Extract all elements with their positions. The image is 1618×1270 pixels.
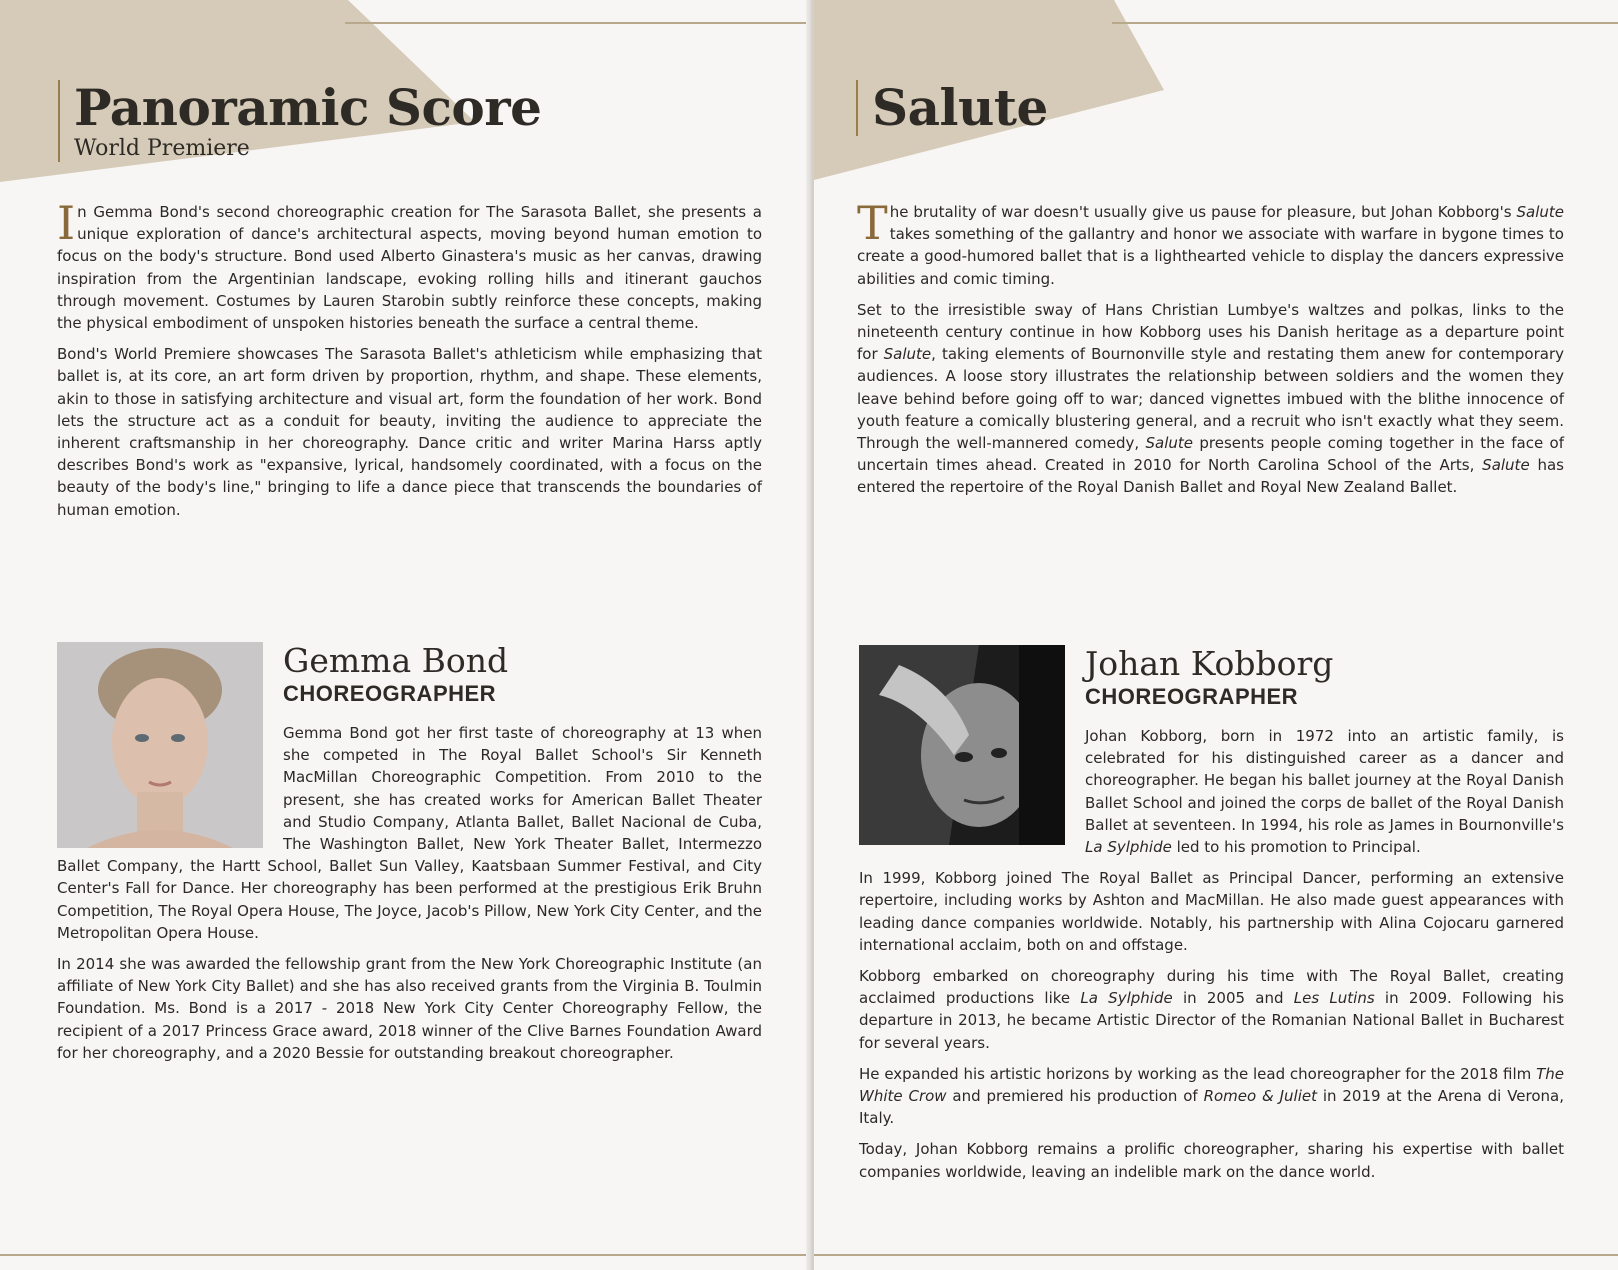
bio-paragraph-5-right: Today, Johan Kobborg remains a prolific choreographer, sharing his expertise with ballet companies worldwide, leaving an indelible mark on the dance world. [859, 1140, 1564, 1181]
page-subtitle: World Premiere [74, 136, 250, 161]
bio-paragraph-3-right: Kobborg embarked on choreography during his time with The Royal Ballet, creating acclaimed productions like La Sylphide in 2005 and Les Lutins in 2009. Following his departure in 2013, he became Artistic Director of the Romanian National Ballet in Bucharest for several years. [859, 967, 1564, 1052]
bio-name-right: Johan Kobborg [1085, 644, 1334, 683]
intro-paragraph-2-right: Set to the irresistible sway of Hans Christian Lumbye's waltzes and polkas, links to the nineteenth century continue in how Kobborg uses his Danish heritage as a departure point for Salute, taking elements of Bournonville style and restating them anew for contemporary audiences. A loose story illustrates the relationship between soldiers and the women they leave behind before going off to war; danced vignettes imbued with the blithe innocence of youth feature a comically blustering general, and a recruit who isn't exactly what they seem. Through the well-mannered comedy, Salute presents people coming together in the face of uncertain times ahead. Created in 2010 for North Carolina School of the Arts, Salute has entered the repertoire of the Royal Danish Ballet and Royal New Zealand Ballet. [857, 300, 1564, 497]
intro-text [57, 196, 762, 530]
intro-paragraph-1-right: The brutality of war doesn't usually give us pause for pleasure, but Johan Kobborg's Salute takes something of the gallantry and honor we associate with warfare in bygone times to create a good-humored ballet that is a lighthearted vehicle to display the dancers expressive abilities and comic timing. [857, 196, 1564, 288]
bio-section-right [859, 645, 1564, 1192]
bottom-rule [0, 1254, 810, 1256]
bottom-rule-right [814, 1254, 1618, 1256]
bio-paragraph-2: In 2014 she was awarded the fellowship grant from the New York Choreographic Institute (an affiliate of New York City Ballet) and she has also received grants from the Virginia B. Toulmin Foundation. Ms. Bond is a 2017 - 2018 New York City Center Choreography Fellow, the recipient of a 2017 Princess Grace award, 2018 winner of the Clive Barnes Foundation Award for her choreography, and a 2020 Bessie for outstanding breakout choreographer. [57, 955, 762, 1062]
top-rule-right [1112, 22, 1618, 24]
bio-paragraph-4-right: He expanded his artistic horizons by working as the lead choreographer for the 2018 film The White Crow and premiered his production of Romeo & Juliet in 2019 at the Arena di Verona, Italy. [859, 1064, 1565, 1128]
intro-paragraph-2: Bond's World Premiere showcases The Sarasota Ballet's athleticism while emphasizing that ballet is, at its core, an art form driven by proportion, rhythm, and shape. These elements, akin to those in satisfying architecture and visual art, form the foundation of her work. Bond lets the structure act as a conduit for beauty, inviting the audience to appreciate the inherent craftsmanship in her choreography. Dance critic and writer Marina Harss aptly describes Bond's work as "expansive, lyrical, handsomely coordinated, with a focus on the beauty of the body's line," bringing to life a dance piece that transcends the boundaries of human emotion. [57, 345, 762, 519]
title-block-right [856, 80, 1048, 136]
bio-paragraph-1-right: Johan Kobborg, born in 1972 into an artistic family, is celebrated for his distinguished career as a dancer and choreographer. He began his ballet journey at the Royal Danish Ballet School and joined the corps de ballet of the Royal Danish Ballet at seventeen. In 1994, his role as James in Bournonville's La Sylphide led to his promotion to Principal. [1085, 727, 1564, 857]
bio-name: Gemma Bond [283, 641, 509, 680]
bio-paragraph-2-right: In 1999, Kobborg joined The Royal Ballet as Principal Dancer, performing an extensive repertoire, including works by Ashton and MacMillan. He also made guest appearances with leading dance companies worldwide. Notably, his partnership with Alina Cojocaru garnered international acclaim, both on and offstage. [859, 869, 1564, 954]
page-title-right: Salute [872, 78, 1048, 137]
drop-cap-right: T [857, 196, 888, 250]
bio-role: CHOREOGRAPHER [283, 681, 497, 706]
bio-role-right: CHOREOGRAPHER [1085, 684, 1299, 709]
choreographer-photo [57, 642, 263, 848]
top-rule [345, 22, 810, 24]
right-page [814, 0, 1618, 1270]
title-block [58, 80, 541, 162]
intro-text-right [857, 196, 1564, 508]
bio-paragraph-1: Gemma Bond got her first taste of choreography at 13 when she competed in The Royal Ballet School's Sir Kenneth MacMillan Choreographic Competition. From 2010 to the present, she has created works for American Ballet Theater and Studio Company, Atlanta Ballet, Ballet Nacional de Cuba, The Washington Ballet, New York Theater Ballet, Intermezzo Ballet Company, the Hartt School, Ballet Sun Valley, Kaatsbaan Summer Festival, and City Center's Fall for Dance. Her choreography has been performed at the prestigious Erik Bruhn Competition, The Royal Opera House, The Joyce, Jacob's Pillow, New York City Center, and the Metropolitan Opera House. [57, 724, 762, 942]
page-title: Panoramic Score [74, 78, 542, 137]
intro-paragraph-1: In Gemma Bond's second choreographic creation for The Sarasota Ballet, she presents a unique exploration of dance's architectural aspects, moving beyond human emotion to focus on the body's structure. Bond used Alberto Ginastera's music as her canvas, drawing inspiration from the Argentinian landscape, evoking rolling hills and itinerant gauchos through movement. Costumes by Lauren Starobin subtly reinforce these concepts, making the physical embodiment of unspoken histories beneath the surface a central theme. [57, 196, 762, 333]
bio-section [57, 642, 762, 1073]
drop-cap: I [57, 196, 76, 250]
choreographer-photo-right [859, 645, 1065, 845]
